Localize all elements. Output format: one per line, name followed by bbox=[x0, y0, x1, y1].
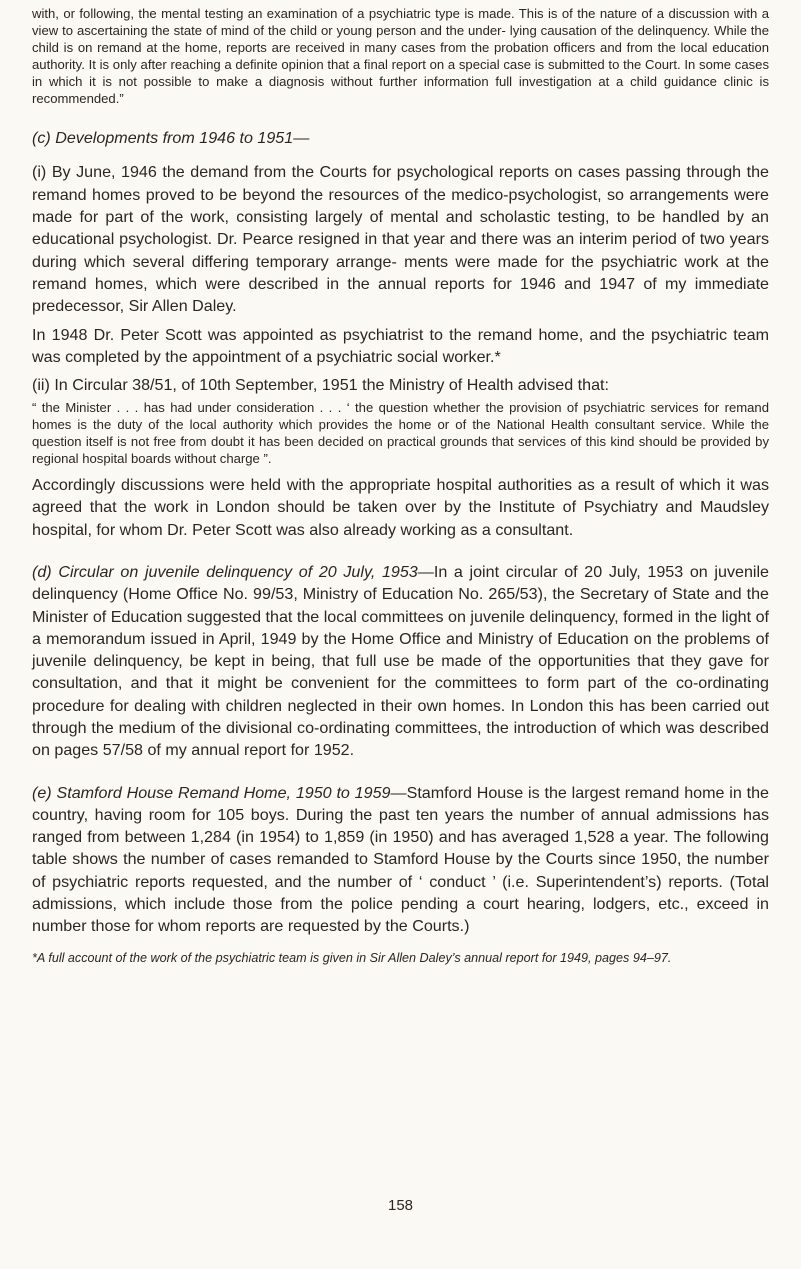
section-c-paragraph-accordingly: Accordingly discussions were held with the appropriate hospital authorities as a result of which it was agreed that the work in London should be taken over by the Institute of Psychiatry and Maudsley hospital, for whom Dr. Peter Scott was also already working as a consultant. bbox=[32, 476, 769, 539]
page-number: 158 bbox=[387, 1197, 414, 1214]
quoted-report-paragraph: with, or following, the mental testing an examination of a psychiatric type is made. This is of the nature of a discussion with a view to ascertaining the state of mind of the child or young person and the under- lying causation of the delinquency. While the child is on remand at the home, reports are received in many cases from the probation officers and from the local education authority. It is only after reaching a definite opinion that a final report on a special case is submitted to the Court. In some cases in which it is not possible to make a diagnosis without further information full investigation at a child guidance clinic is recommended.” bbox=[32, 6, 769, 106]
section-e-paragraph bbox=[32, 782, 769, 938]
section-e-text: —Stamford House is the largest remand home in the country, having room for 105 boys. During the past ten years the number of annual admissions has ranged from between 1,284 (in 1954) to 1,859 (in 1950) and has averaged 1,528 a year. The following table shows the number of cases remanded to Stamford House by the Courts since 1950, the number of psychiatric reports requested, and the number of ‘ conduct ’ (i.e. Superintendent’s) reports. (Total admissions, which include those from the police pending a court hearing, lodgers, etc., exceed in number those for whom reports are requested by the Courts.) bbox=[32, 783, 769, 936]
section-d-paragraph bbox=[32, 561, 769, 762]
section-e-heading: (e) Stamford House Remand Home, 1950 to 1959 bbox=[32, 783, 391, 802]
section-c-heading: (c) Developments from 1946 to 1951— bbox=[32, 129, 310, 148]
section-c-paragraph-1948: In 1948 Dr. Peter Scott was appointed as psychiatrist to the remand home, and the psychiatric team was completed by the appointment of a psychiatric social worker.* bbox=[32, 325, 769, 366]
section-c-paragraph-ii: (ii) In Circular 38/51, of 10th September, 1951 the Ministry of Health advised that: bbox=[32, 376, 609, 395]
footnote: *A full account of the work of the psychiatric team is given in Sir Allen Daley’s annual report for 1949, pages 94–97. bbox=[32, 950, 672, 965]
section-d-heading: (d) Circular on juvenile delinquency of 20 July, 1953 bbox=[32, 562, 418, 581]
ministry-circular-quote: “ the Minister . . . has had under consideration . . . ‘ the question whether the provision of psychiatric services for remand homes is the duty of the local authority which provides the home or of the National Health consultant service. While the question itself is not free from doubt it has been decided on practical grounds that services of this kind should be provided by regional hospital boards without charge ”. bbox=[32, 400, 769, 467]
section-c-paragraph-i: (i) By June, 1946 the demand from the Courts for psychological reports on cases passing through the remand homes proved to be beyond the resources of the medico-psychologist, so arrangements were made for part of the work, consisting largely of mental and scholastic testing, to be handled by an educational psychologist. Dr. Pearce resigned in that year and there was an interim period of two years during which several differing temporary arrange- ments were made for the psychiatric work at the remand homes, which were described in the annual reports for 1946 and 1947 of my immediate predecessor, Sir Allen Daley. bbox=[32, 163, 769, 316]
document-page bbox=[32, 6, 769, 966]
section-d-text: —In a joint circular of 20 July, 1953 on juvenile delinquency (Home Office No. 99/53, Ministry of Education No. 265/53), the Secretary of State and the Minister of Education suggested that the local committees on juvenile delinquency, formed in the light of a memorandum issued in April, 1949 by the Home Office and Ministry of Education on the problems of juvenile delinquency, be kept in being, that full use be made of the opportunities that they gave for consultation, and that it might be convenient for the committees to form part of the co-ordinating procedure for dealing with children neglected in their own homes. In London this has been carried out through the medium of the divisional co-ordinating committees, the introduction of which was described on pages 57/58 of my annual report for 1952. bbox=[32, 562, 769, 760]
